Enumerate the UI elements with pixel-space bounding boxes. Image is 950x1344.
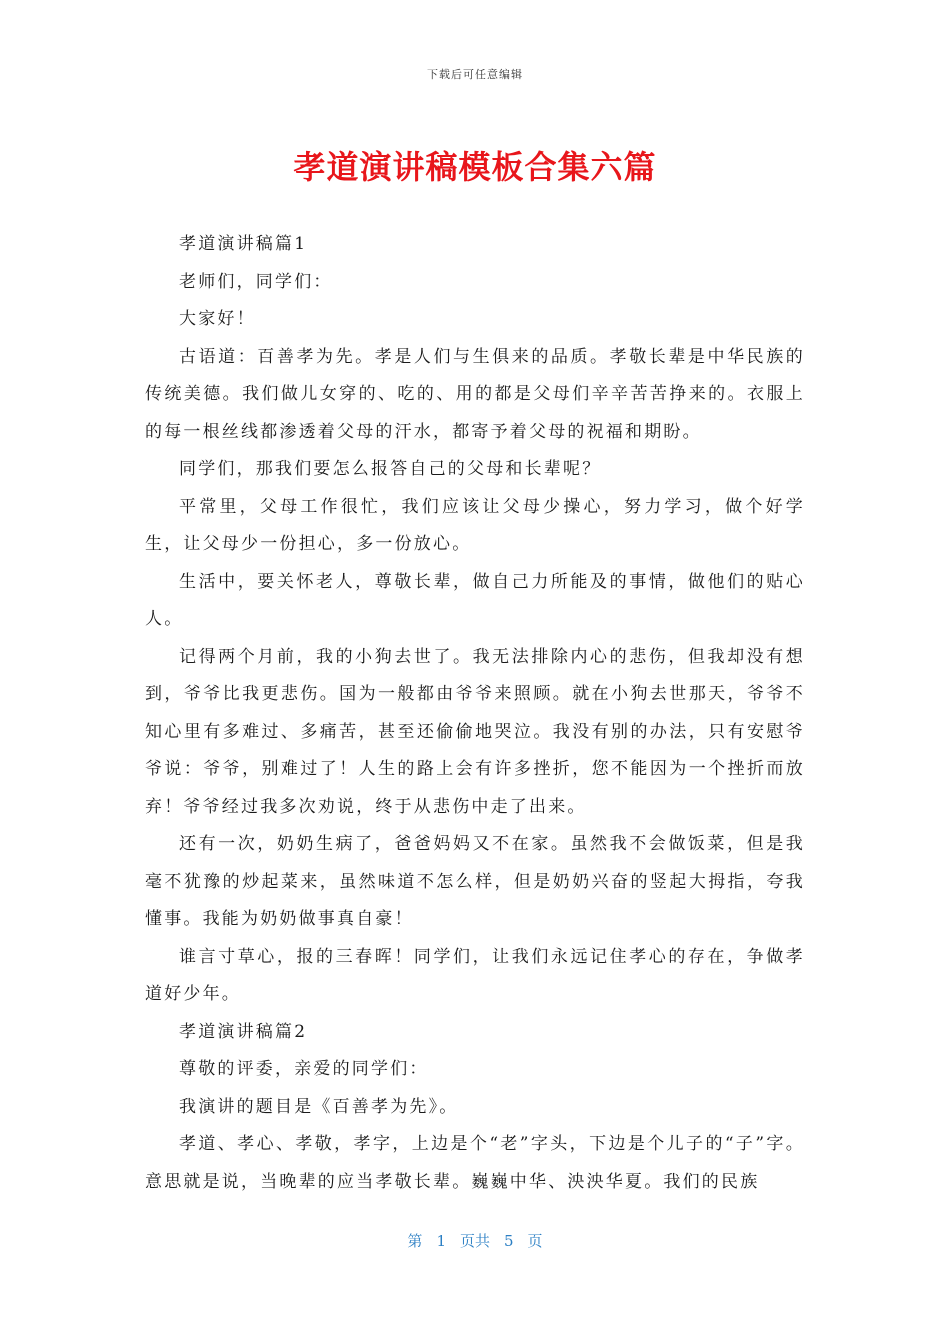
body-paragraph: 记得两个月前，我的小狗去世了。我无法排除内心的悲伤，但我却没有想到，爷爷比我更悲伤。国为一般都由爷爷来照顾。就在小狗去世那天，爷爷不知心里有多难过、多痛苦，甚至还偷偷地哭泣。我没有别的办法，只有安慰爷爷说：爷爷，别难过了！人生的路上会有许多挫折，您不能因为一个挫折而放弃！爷爷经过我多次劝说，终于从悲伤中走了出来。: [145, 646, 805, 817]
body-paragraph: 古语道：百善孝为先。孝是人们与生俱来的品质。孝敬长辈是中华民族的传统美德。我们做儿女穿的、吃的、用的都是父母们辛辛苦苦挣来的。衣服上的每一根丝线都渗透着父母的汗水，都寄予着父母的祝福和期盼。: [145, 346, 805, 442]
document-title: 孝道演讲稿模板合集六篇: [293, 148, 657, 186]
body-paragraph: 生活中，要关怀老人，尊敬长辈，做自己力所能及的事情，做他们的贴心人。: [145, 571, 805, 629]
footer-total-pages: 5: [504, 1232, 514, 1250]
body-paragraph: 还有一次，奶奶生病了，爸爸妈妈又不在家。虽然我不会做饭菜，但是我毫不犹豫的炒起菜来，虽然味道不怎么样，但是奶奶兴奋的竖起大拇指，夸我懂事。我能为奶奶做事真自豪！: [145, 834, 805, 929]
body-paragraph: 同学们，那我们要怎么报答自己的父母和长辈呢？: [179, 459, 602, 479]
body-paragraph: 谁言寸草心，报的三春晖！同学们，让我们永远记住孝心的存在，争做孝道好少年。: [145, 946, 805, 1004]
section-heading: 孝道演讲稿篇2: [179, 1021, 308, 1042]
document-body: [145, 226, 805, 1201]
greeting: 大家好！: [179, 309, 256, 329]
footer-prefix: 第: [407, 1232, 423, 1250]
section-heading: 孝道演讲稿篇1: [179, 234, 308, 254]
footer-current-page: 1: [436, 1232, 446, 1250]
footer-suffix: 页: [527, 1232, 543, 1250]
salutation: 尊敬的评委，亲爱的同学们：: [179, 1059, 429, 1079]
body-paragraph: 平常里，父母工作很忙，我们应该让父母少操心，努力学习，做个好学生，让父母少一份担心，多一份放心。: [145, 496, 805, 554]
body-paragraph: 我演讲的题目是《百善孝为先》。: [179, 1096, 459, 1117]
footer-middle: 页共: [459, 1232, 490, 1250]
salutation: 老师们，同学们：: [179, 271, 333, 292]
page-header-note: 下载后可任意编辑: [427, 68, 523, 81]
page-number-footer: [0, 1230, 950, 1251]
body-paragraph: 孝道、孝心、孝敬，孝字，上边是个“老”字头，下边是个儿子的“子”字。意思就是说，当晚辈的应当孝敬长辈。巍巍中华、泱泱华夏。我们的民族: [145, 1134, 805, 1192]
